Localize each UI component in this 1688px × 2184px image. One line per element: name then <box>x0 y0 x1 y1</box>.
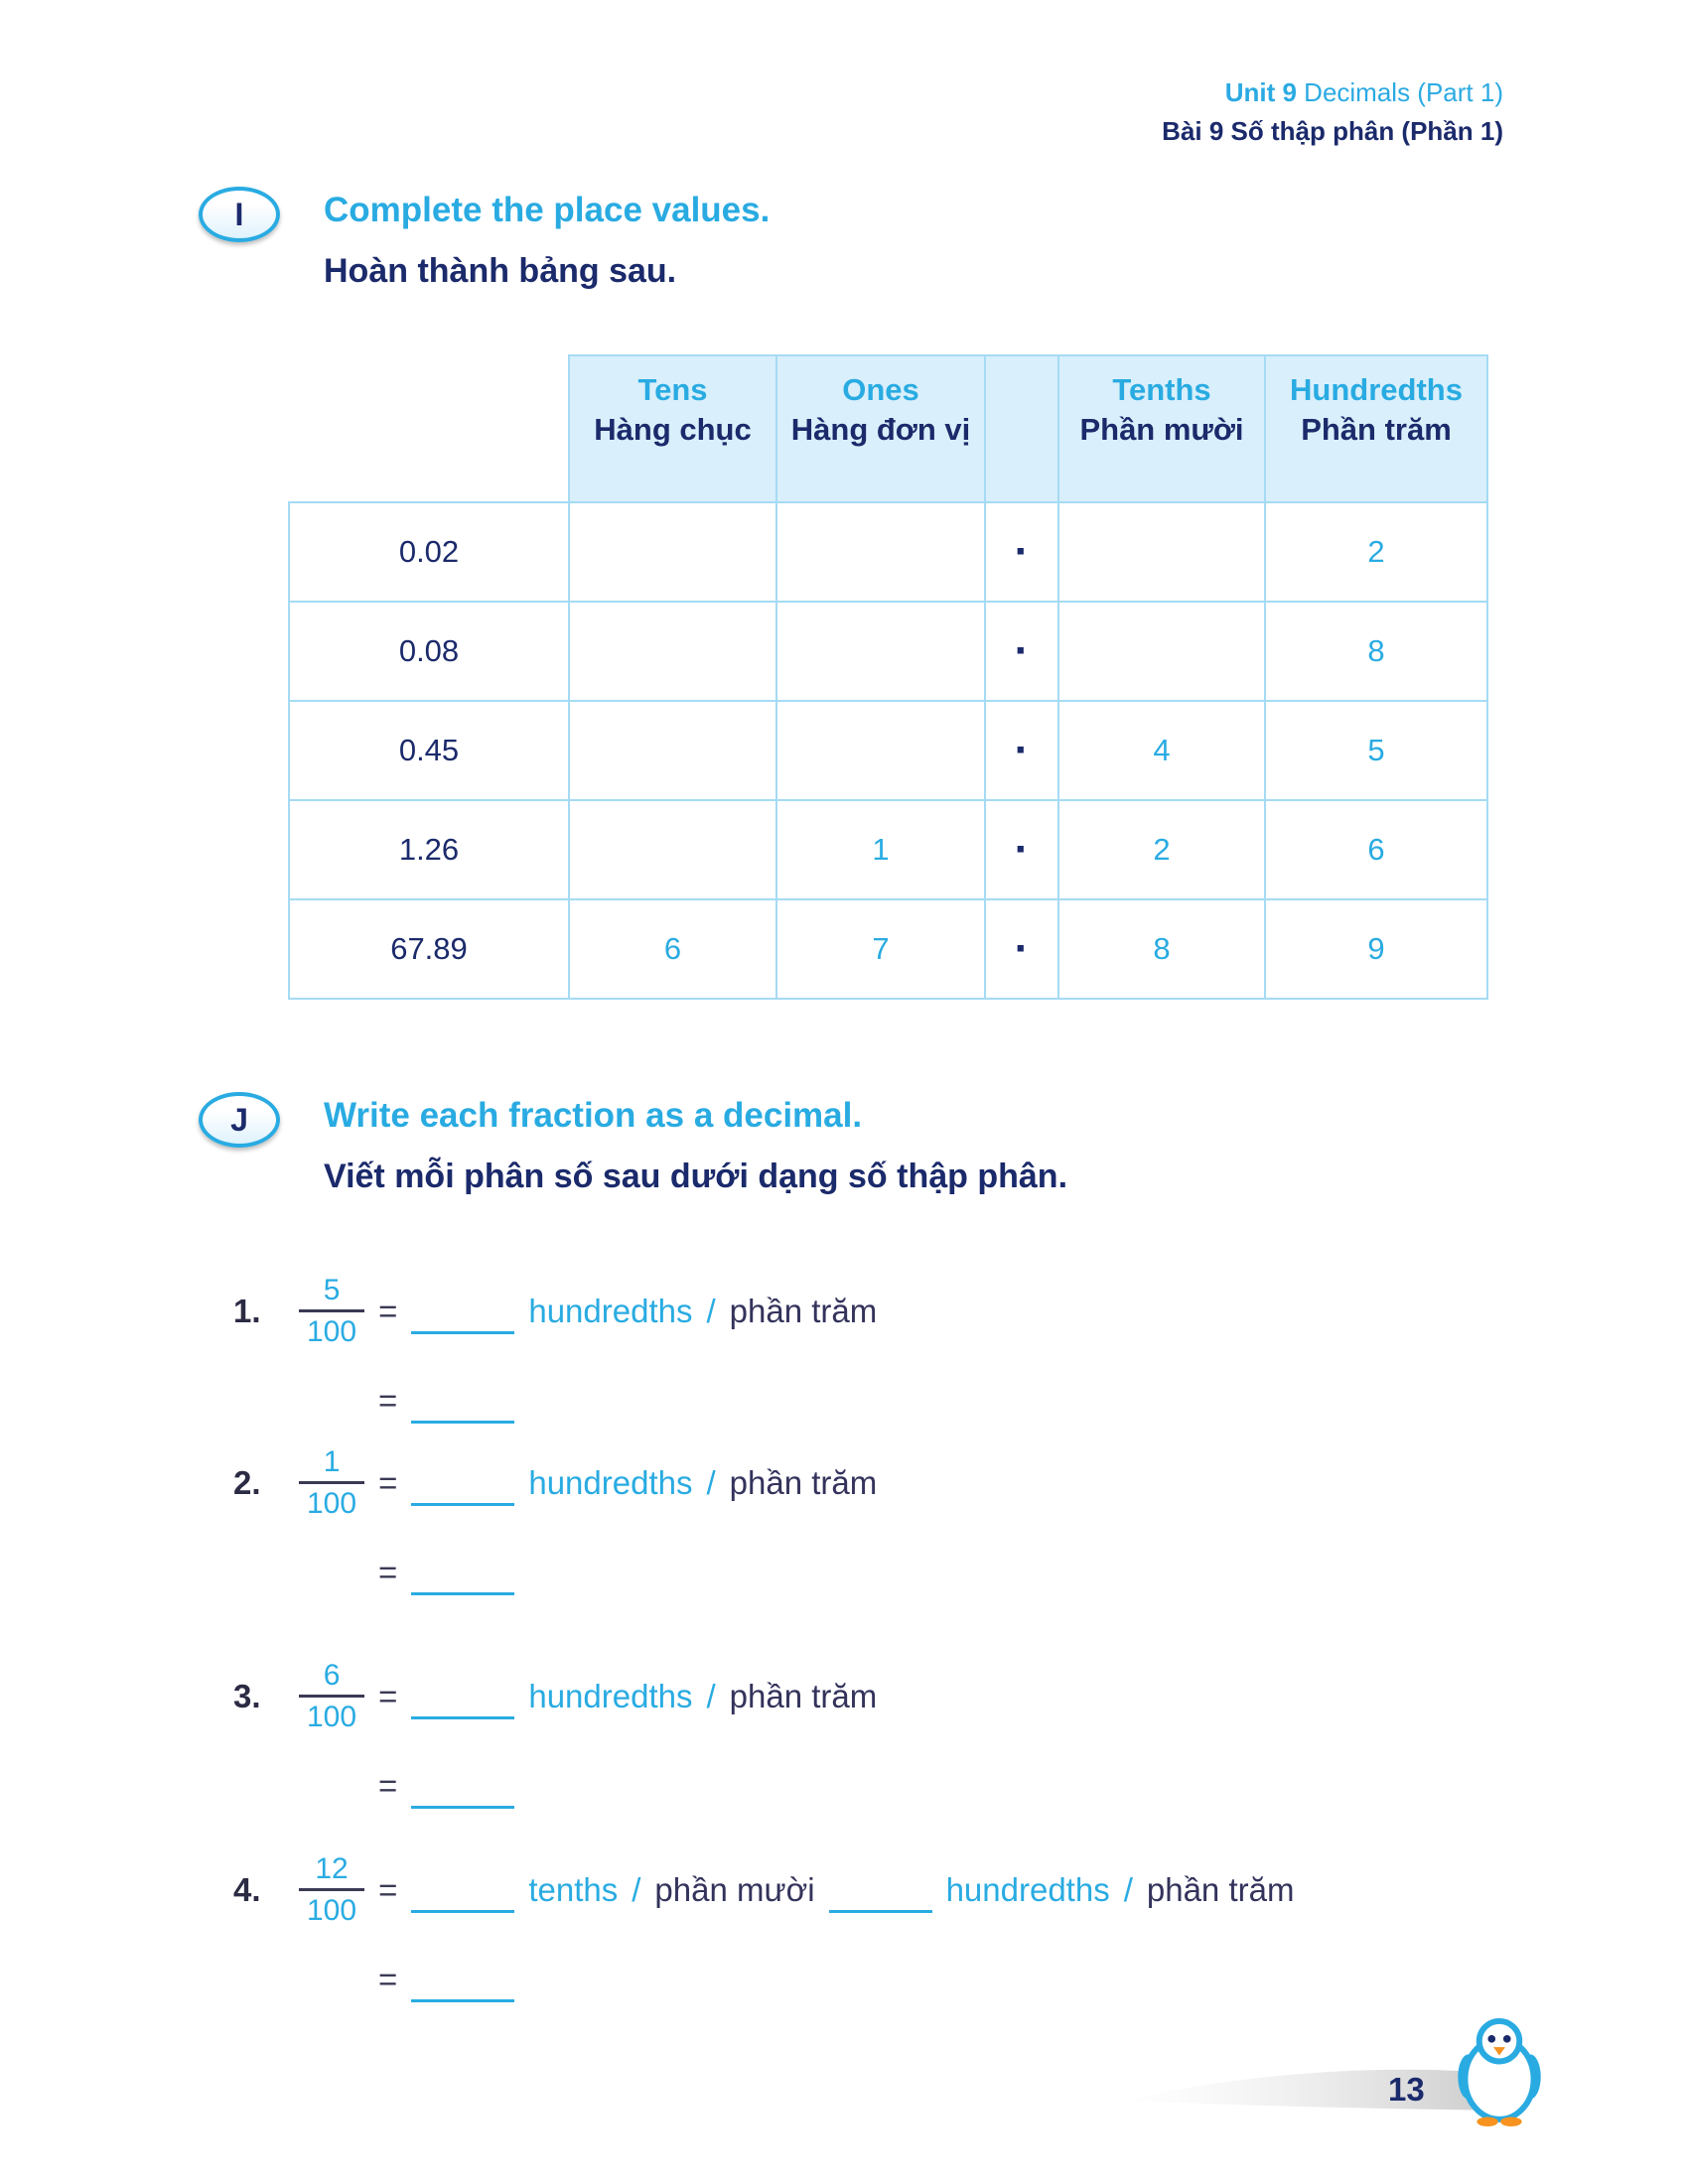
decimal-point-cell: · <box>985 602 1058 701</box>
ones-cell: 7 <box>776 899 985 999</box>
section-i-title: Complete the place values. <box>324 191 771 229</box>
answer-blank[interactable] <box>411 1480 514 1506</box>
table-row <box>289 602 1487 701</box>
decimal-point-cell: · <box>985 899 1058 999</box>
exercise-item-1 <box>233 1274 1564 1348</box>
fraction-denominator: 100 <box>299 1481 364 1520</box>
penguin-mascot-icon <box>1452 2015 1547 2131</box>
unit-label-en: hundredths <box>528 1463 693 1501</box>
tens-cell[interactable] <box>569 800 776 899</box>
unit-line <box>1162 77 1503 108</box>
exercise-item-1-line2 <box>378 1382 1564 1420</box>
tenths-cell: 2 <box>1058 800 1265 899</box>
table-row <box>289 899 1487 999</box>
section-i-head <box>199 187 770 291</box>
row-label: 0.02 <box>289 502 569 602</box>
exercise-item-4 <box>233 1852 1564 1927</box>
ones-cell: 1 <box>776 800 985 899</box>
header-decimal-point <box>985 355 1058 502</box>
exercise-item-3 <box>233 1659 1564 1733</box>
tens-cell[interactable] <box>569 701 776 800</box>
ones-cell[interactable] <box>776 701 985 800</box>
unit-label-vi: phần trăm <box>729 1292 878 1329</box>
lesson-line: Bài 9 Số thập phân (Phần 1) <box>1162 116 1503 147</box>
equals-sign: = <box>378 1961 398 1997</box>
decimal-point-cell: · <box>985 701 1058 800</box>
section-j-subtitle: Viết mỗi phân số sau dưới dạng số thập phân. <box>324 1158 1068 1195</box>
header-ones: Ones Hàng đơn vị <box>776 355 985 502</box>
exercise-item-4-line2 <box>378 1961 1564 1998</box>
fraction <box>299 1445 364 1520</box>
decimal-point-cell: · <box>985 800 1058 899</box>
slash-separator: / <box>706 1463 716 1501</box>
header-tens: Tens Hàng chục <box>569 355 776 502</box>
table-row <box>289 502 1487 602</box>
unit-label: Unit 9 <box>1224 77 1297 107</box>
slash-separator: / <box>706 1292 716 1329</box>
row-label: 0.45 <box>289 701 569 800</box>
row-label: 0.08 <box>289 602 569 701</box>
tenths-cell[interactable] <box>1058 502 1265 602</box>
section-j-head <box>199 1092 1067 1196</box>
equals-sign: = <box>378 1677 398 1714</box>
equals-sign: = <box>378 1554 398 1590</box>
equals-sign: = <box>378 1870 398 1908</box>
tens-cell[interactable] <box>569 602 776 701</box>
item-number: 4. <box>233 1870 261 1908</box>
item-number: 3. <box>233 1677 261 1714</box>
item-number: 2. <box>233 1463 261 1501</box>
exercise-item-2-line2 <box>378 1554 1564 1591</box>
exercise-item-3-line2 <box>378 1767 1564 1805</box>
equals-sign: = <box>378 1382 398 1419</box>
hundredths-cell: 5 <box>1265 701 1487 800</box>
fraction <box>299 1659 364 1733</box>
fraction-denominator: 100 <box>299 1695 364 1733</box>
tenths-cell: 4 <box>1058 701 1265 800</box>
row-label: 1.26 <box>289 800 569 899</box>
table-header-row <box>289 355 1487 502</box>
unit-label-en: hundredths <box>945 1870 1110 1908</box>
unit-label-vi: phần trăm <box>729 1463 878 1501</box>
place-value-table <box>288 354 1488 1000</box>
section-i-text <box>324 187 770 291</box>
section-i-badge: I <box>199 187 280 242</box>
decimal-point-cell: · <box>985 502 1058 602</box>
answer-blank[interactable] <box>411 1570 514 1595</box>
equals-sign: = <box>378 1463 398 1501</box>
answer-blank[interactable] <box>411 1887 514 1913</box>
hundredths-cell: 8 <box>1265 602 1487 701</box>
section-j-text <box>324 1092 1067 1196</box>
row-label: 67.89 <box>289 899 569 999</box>
section-j-title: Write each fraction as a decimal. <box>324 1096 863 1135</box>
hundredths-cell: 2 <box>1265 502 1487 602</box>
tenths-cell: 8 <box>1058 899 1265 999</box>
page-header <box>1162 77 1503 147</box>
tens-cell: 6 <box>569 899 776 999</box>
fraction-denominator: 100 <box>299 1888 364 1927</box>
tens-cell[interactable] <box>569 502 776 602</box>
answer-blank[interactable] <box>411 1977 514 2002</box>
answer-blank[interactable] <box>411 1694 514 1719</box>
exercise-item-2 <box>233 1445 1564 1520</box>
fraction-numerator: 12 <box>315 1852 349 1885</box>
hundredths-cell: 9 <box>1265 899 1487 999</box>
unit-label-en: hundredths <box>528 1292 693 1329</box>
table-row <box>289 701 1487 800</box>
item-number: 1. <box>233 1292 261 1329</box>
table-corner-cell <box>289 355 569 502</box>
slash-separator: / <box>1123 1870 1133 1908</box>
unit-label-vi: phần mười <box>654 1870 815 1908</box>
fraction <box>299 1852 364 1927</box>
unit-label-en: tenths <box>528 1870 619 1908</box>
slash-separator: / <box>632 1870 641 1908</box>
fraction-numerator: 1 <box>323 1445 341 1478</box>
equals-sign: = <box>378 1292 398 1329</box>
unit-title: Decimals (Part 1) <box>1304 77 1503 107</box>
unit-label-en: hundredths <box>528 1677 693 1714</box>
ones-cell[interactable] <box>776 602 985 701</box>
header-tenths: Tenths Phần mười <box>1058 355 1265 502</box>
exercise-list <box>233 1274 1564 1998</box>
section-i-subtitle: Hoàn thành bảng sau. <box>324 252 677 290</box>
tenths-cell[interactable] <box>1058 602 1265 701</box>
table-row <box>289 800 1487 899</box>
section-j-badge: J <box>199 1092 280 1148</box>
fraction <box>299 1274 364 1348</box>
fraction-denominator: 100 <box>299 1309 364 1348</box>
page-number: 13 <box>1388 2071 1425 2108</box>
unit-label-vi: phần trăm <box>1146 1870 1295 1908</box>
ones-cell[interactable] <box>776 502 985 602</box>
unit-label-vi: phần trăm <box>729 1677 878 1714</box>
fraction-numerator: 6 <box>323 1659 341 1692</box>
answer-blank[interactable] <box>411 1783 514 1809</box>
equals-sign: = <box>378 1767 398 1804</box>
answer-blank[interactable] <box>829 1887 932 1913</box>
slash-separator: / <box>706 1677 716 1714</box>
answer-blank[interactable] <box>411 1308 514 1334</box>
header-hundredths: Hundredths Phần trăm <box>1265 355 1487 502</box>
hundredths-cell: 6 <box>1265 800 1487 899</box>
answer-blank[interactable] <box>411 1398 514 1424</box>
fraction-numerator: 5 <box>323 1274 341 1306</box>
